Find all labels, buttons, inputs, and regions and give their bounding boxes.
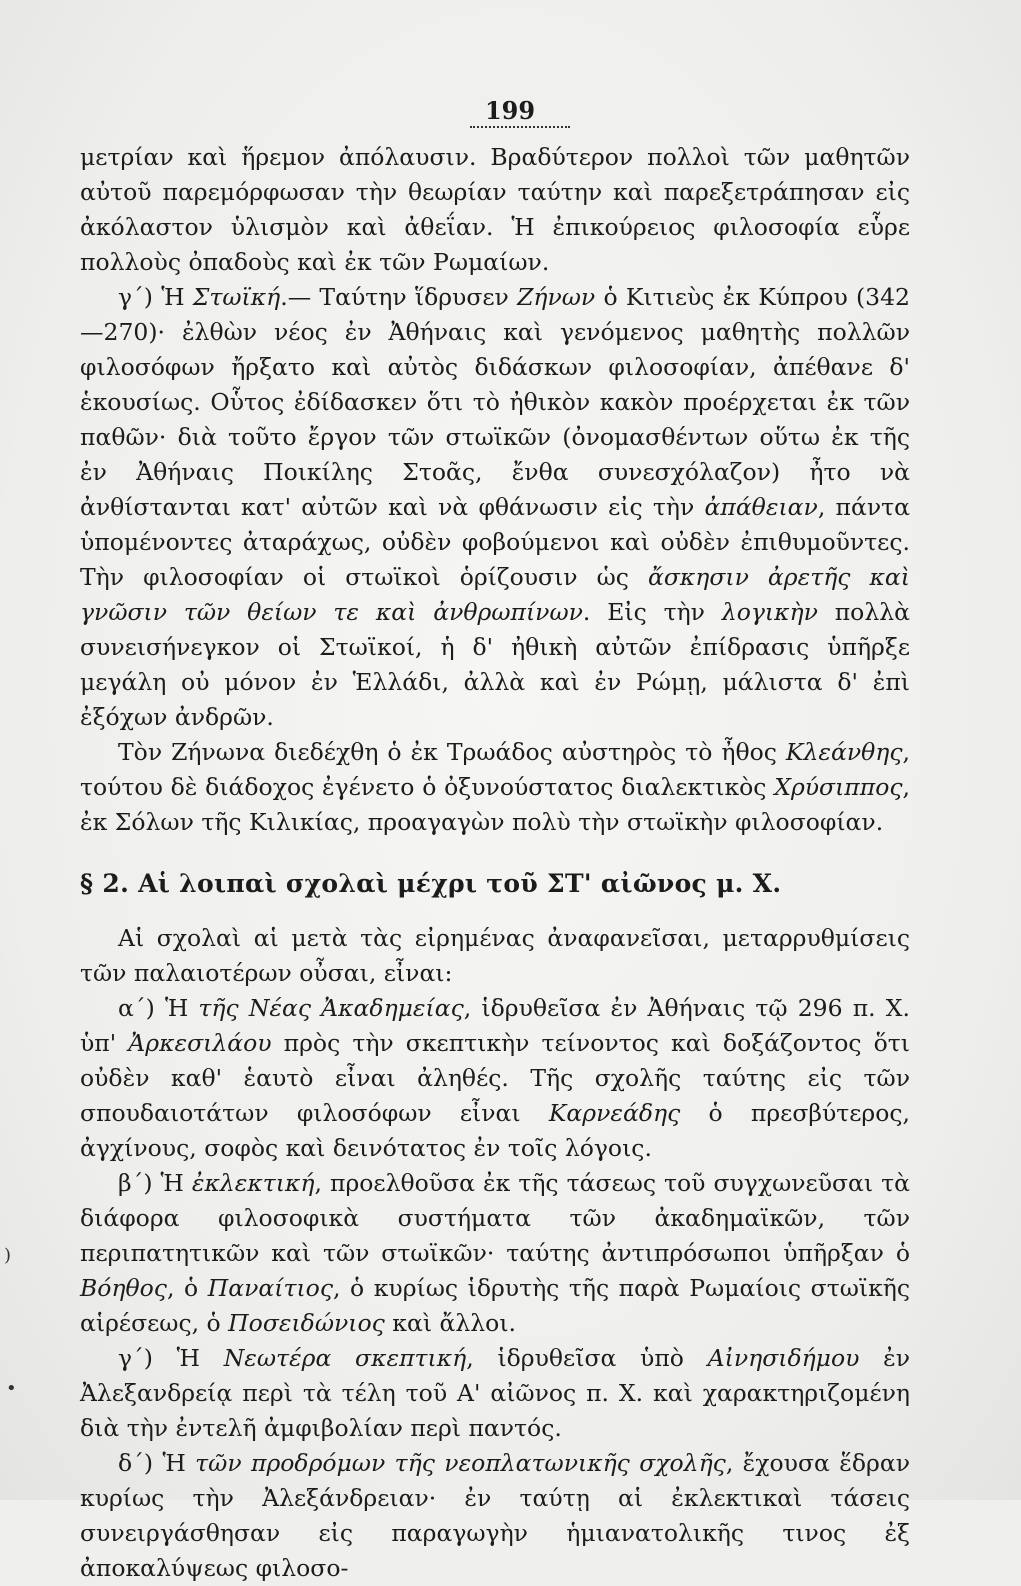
page-body (80, 140, 910, 1586)
margin-dot-mark: • (6, 1378, 17, 1399)
italic-text: Στωϊκή (192, 283, 281, 311)
text-block-before-heading (80, 140, 910, 840)
paragraph (80, 280, 910, 735)
margin-bracket-mark: ) (4, 1245, 12, 1266)
italic-text: ἀπάθειαν (704, 493, 818, 521)
text-run: μετρίαν καὶ ἥρεμον ἀπόλαυσιν. Βραδύτερον πολλοὶ τῶν μαθητῶν αὐτοῦ παρεμόρφωσαν τὴν θεωρίαν ταύτην καὶ παρεξετράπησαν εἰς ἀκόλαστον ὑλισμὸν καὶ ἀθεΐαν. Ἡ ἐπικούρειος φιλοσοφία εὗρε πολλοὺς ὀπαδοὺς καὶ ἐκ τῶν Ρωμαίων. (80, 143, 910, 276)
text-run: πρὸς τὴν σκεπτικὴν τείνοντος καὶ δοξάζοντος ὅτι οὐδὲν καθ' ἑαυτὸ εἶναι ἀληθές. Τῆς σχολῆς ταύτης εἰς τῶν σπουδαιοτάτων φιλοσόφων εἶναι (80, 1029, 910, 1127)
italic-text: Παναίτιος (207, 1274, 333, 1302)
text-run: , τούτου δὲ διάδοχος ἐγένετο ὁ ὀξυνούστατος διαλεκτικὸς (80, 738, 910, 801)
italic-text: ἄσκησιν ἀρετῆς καὶ γνῶσιν τῶν θείων τε καὶ ἀνθρωπίνων (80, 563, 910, 626)
text-run: , ἱδρυθεῖσα ὑπὸ (466, 1344, 708, 1372)
text-run: , προελθοῦσα ἐκ τῆς τάσεως τοῦ συγχωνεῦσαι τὰ διάφορα φιλοσοφικὰ συστήματα τῶν ἀκαδημαϊκῶν, τῶν περιπατητικῶν καὶ τῶν στωϊκῶν· ταύτης ἀντιπρόσωποι ὑπῆρξαν ὁ (80, 1169, 910, 1267)
text-run: Αἱ σχολαὶ αἱ μετὰ τὰς εἰρημένας ἀναφανεῖσαι, μεταρρυθμίσεις τῶν παλαιοτέρων οὖσαι, εἶναι: (80, 924, 910, 987)
text-run: , ὁ (166, 1274, 208, 1302)
text-run: ὁ πρεσβύτερος, ἀγχίνους, σοφὸς καὶ δεινότατος ἐν τοῖς λόγοις. (80, 1099, 911, 1162)
text-run: πολλὰ συνεισήνεγκον οἱ Στωϊκοί, ἡ δ' ἠθικὴ αὐτῶν ἐπίδρασις ὑπῆρξε μεγάλη οὐ μόνον ἐν Ἑλλάδι, ἀλλὰ καὶ ἐν Ρώμῃ, μάλιστα δ' ἐπὶ ἐξόχων ἀνδρῶν. (80, 598, 910, 731)
italic-text: Βόηθος (80, 1274, 167, 1302)
italic-text: τῆς Νέας Ἀκαδημείας (198, 994, 464, 1022)
italic-text: Κλεάνθης (785, 738, 903, 766)
section-heading: § 2. Αἱ λοιπαὶ σχολαὶ μέχρι τοῦ ΣΤ' αἰῶνος μ. Χ. (80, 869, 782, 898)
paragraph (80, 1166, 910, 1341)
text-run: δ΄) Ἡ (118, 1449, 196, 1477)
text-run: ὁ Κιτιεὺς ἐκ Κύπρου (342—270)· ἐλθὼν νέος ἐν Ἀθήναις καὶ γενόμενος μαθητὴς πολλῶν φιλοσόφων ἤρξατο καὶ αὐτὸς διδάσκων φιλοσοφίαν, ἀπέθανε δ' ἑκουσίως. Οὗτος ἐδίδασκεν ὅτι τὸ ἠθικὸν κακὸν προέρχεται ἐκ τῶν παθῶν· διὰ τοῦτο ἔργον τῶν στωϊκῶν (ὀνομασθέντων οὕτω ἐκ τῆς ἐν Ἀθήναις Ποικίλης Στοᾶς, ἔνθα συνεσχόλαζον) ἦτο νὰ ἀνθίστανται κατ' αὐτῶν καὶ νὰ φθάνωσιν εἰς τὴν (80, 283, 910, 521)
text-run: . Εἰς τὴν (582, 598, 722, 626)
italic-text: Καρνεάδης (548, 1099, 681, 1127)
paragraph (80, 1446, 910, 1586)
paragraph (80, 1341, 910, 1446)
text-run: , ἔχουσα ἕδραν κυρίως τὴν Ἀλεξάνδρειαν· ἐν ταύτῃ αἱ ἐκλεκτικαὶ τάσεις συνειργάσθησαν εἰς παραγωγὴν ἡμιανατολικῆς τινος ἐξ ἀποκαλύψεως φιλοσο- (80, 1449, 910, 1582)
text-run: , πάντα ὑπομένοντες ἀταράχως, οὐδὲν φοβούμενοι καὶ οὐδὲν ἐπιθυμοῦντες. Τὴν φιλοσοφίαν οἱ στωϊκοὶ ὁρίζουσιν ὡς (80, 493, 910, 591)
text-run: καὶ ἄλλοι. (384, 1309, 517, 1337)
italic-text: Ζήνων (517, 283, 596, 311)
text-run: β΄) Ἡ (118, 1169, 192, 1197)
paragraph (80, 140, 910, 280)
text-run: γ΄) Ἡ (118, 1344, 224, 1372)
text-run: , ἱδρυθεῖσα ἐν Ἀθήναις τῷ 296 π. Χ. ὑπ' (80, 994, 910, 1057)
text-run: ἐν Ἀλεξανδρείᾳ περὶ τὰ τέλη τοῦ Α' αἰῶνος π. Χ. καὶ χαρακτηριζομένη διὰ τὴν ἐντελῆ ἀμφιβολίαν περὶ παντός. (80, 1344, 910, 1442)
page-number-rule (470, 126, 570, 128)
italic-text: ἐκλεκτική (191, 1169, 315, 1197)
italic-text: λογικὴν (721, 598, 818, 626)
paragraph (80, 921, 910, 991)
text-run: Τὸν Ζήνωνα διεδέχθη ὁ ἐκ Τρωάδος αὐστηρὸς τὸ ἦθος (118, 738, 786, 766)
italic-text: Αἰνησιδήμου (707, 1344, 860, 1372)
italic-text: Ἀρκεσιλάου (128, 1029, 272, 1057)
text-run: α΄) Ἡ (118, 994, 199, 1022)
text-run: , ὁ κυρίως ἱδρυτὴς τῆς παρὰ Ρωμαίοις στωϊκῆς αἱρέσεως, ὁ (80, 1274, 910, 1337)
text-run: , ἐκ Σόλων τῆς Κιλικίας, προαγαγὼν πολὺ τὴν στωϊκὴν φιλοσοφίαν. (80, 773, 910, 836)
page-number: 199 (484, 96, 536, 125)
italic-text: Νεωτέρα σκεπτική (223, 1344, 467, 1372)
text-block-after-heading (80, 921, 910, 1586)
italic-text: τῶν προδρόμων τῆς νεοπλατωνικῆς σχολῆς (195, 1449, 726, 1477)
text-run: γ΄) Ἡ (118, 283, 193, 311)
italic-text: Ποσειδώνιος (228, 1309, 385, 1337)
paragraph (80, 735, 910, 840)
paragraph (80, 991, 910, 1166)
italic-text: Χρύσιππος (774, 773, 903, 801)
text-run: .— Ταύτην ἵδρυσεν (280, 283, 518, 311)
